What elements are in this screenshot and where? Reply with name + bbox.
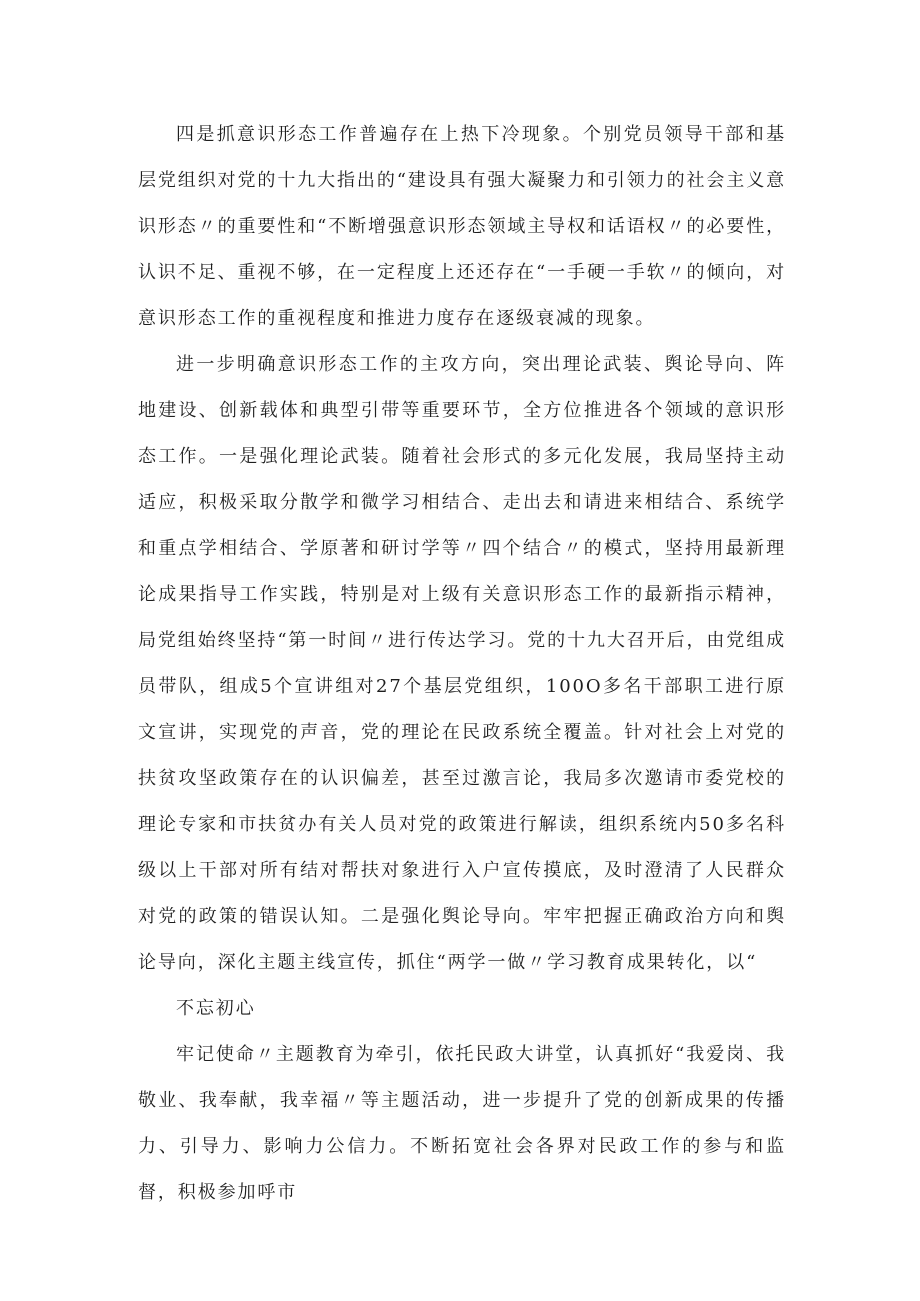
document-body (138, 112, 786, 1216)
paragraph-mission-education: 牢记使命〃主题教育为牵引，依托民政大讲堂，认真抓好“我爱岗、我敬业、我奉献，我幸福〃等主题活动，进一步提升了党的创新成果的传播力、引导力、影响力公信力。不断拓宽社会各界对民政工作的参与和监督，积极参加呼市 (138, 1044, 786, 1203)
paragraph-ideology-direction: 进一步明确意识形态工作的主攻方向，突出理论武装、舆论导向、阵地建设、创新载体和典型引带等重要环节，全方位推进各个领域的意识形态工作。一是强化理论武装。随着社会形式的多元化发展，我局坚持主动适应，积极采取分散学和微学习相结合、走出去和请进来相结合、系统学和重点学相结合、学原著和研讨学等〃四个结合〃的模式，坚持用最新理论成果指导工作实践，特别是对上级有关意识形态工作的最新指示精神，局党组始终坚持“第一时间〃进行传达学习。党的十九大召开后，由党组成员带队，组成5个宣讲组对27个基层党组织，100O多名干部职工进行原文宣讲，实现党的声音，党的理论在民政系统全覆盖。针对社会上对党的扶贫攻坚政策存在的认识偏差，甚至过激言论，我局多次邀请市委党校的理论专家和市扶贫办有关人员对党的政策进行解读，组织系统内50多名科级以上干部对所有结对帮扶对象进行入户宣传摸底，及时澄清了人民群众对党的政策的错误认知。二是强化舆论导向。牢牢把握正确政治方向和舆论导向，深化主题主线宣传，抓住“两学一做〃学习教育成果转化，以“ (138, 354, 786, 973)
paragraph-original-aspiration: 不忘初心 (176, 998, 256, 1019)
paragraph-ideology-problem: 四是抓意识形态工作普遍存在上热下冷现象。个别党员领导干部和基层党组织对党的十九大指出的“建设具有强大凝聚力和引领力的社会主义意识形态〃的重要性和“不断增强意识形态领域主导权和话语权〃的必要性，认识不足、重视不够，在一定程度上还还存在“一手硬一手软〃的倾向，对意识形态工作的重视程度和推进力度存在逐级衰减的现象。 (138, 124, 786, 329)
